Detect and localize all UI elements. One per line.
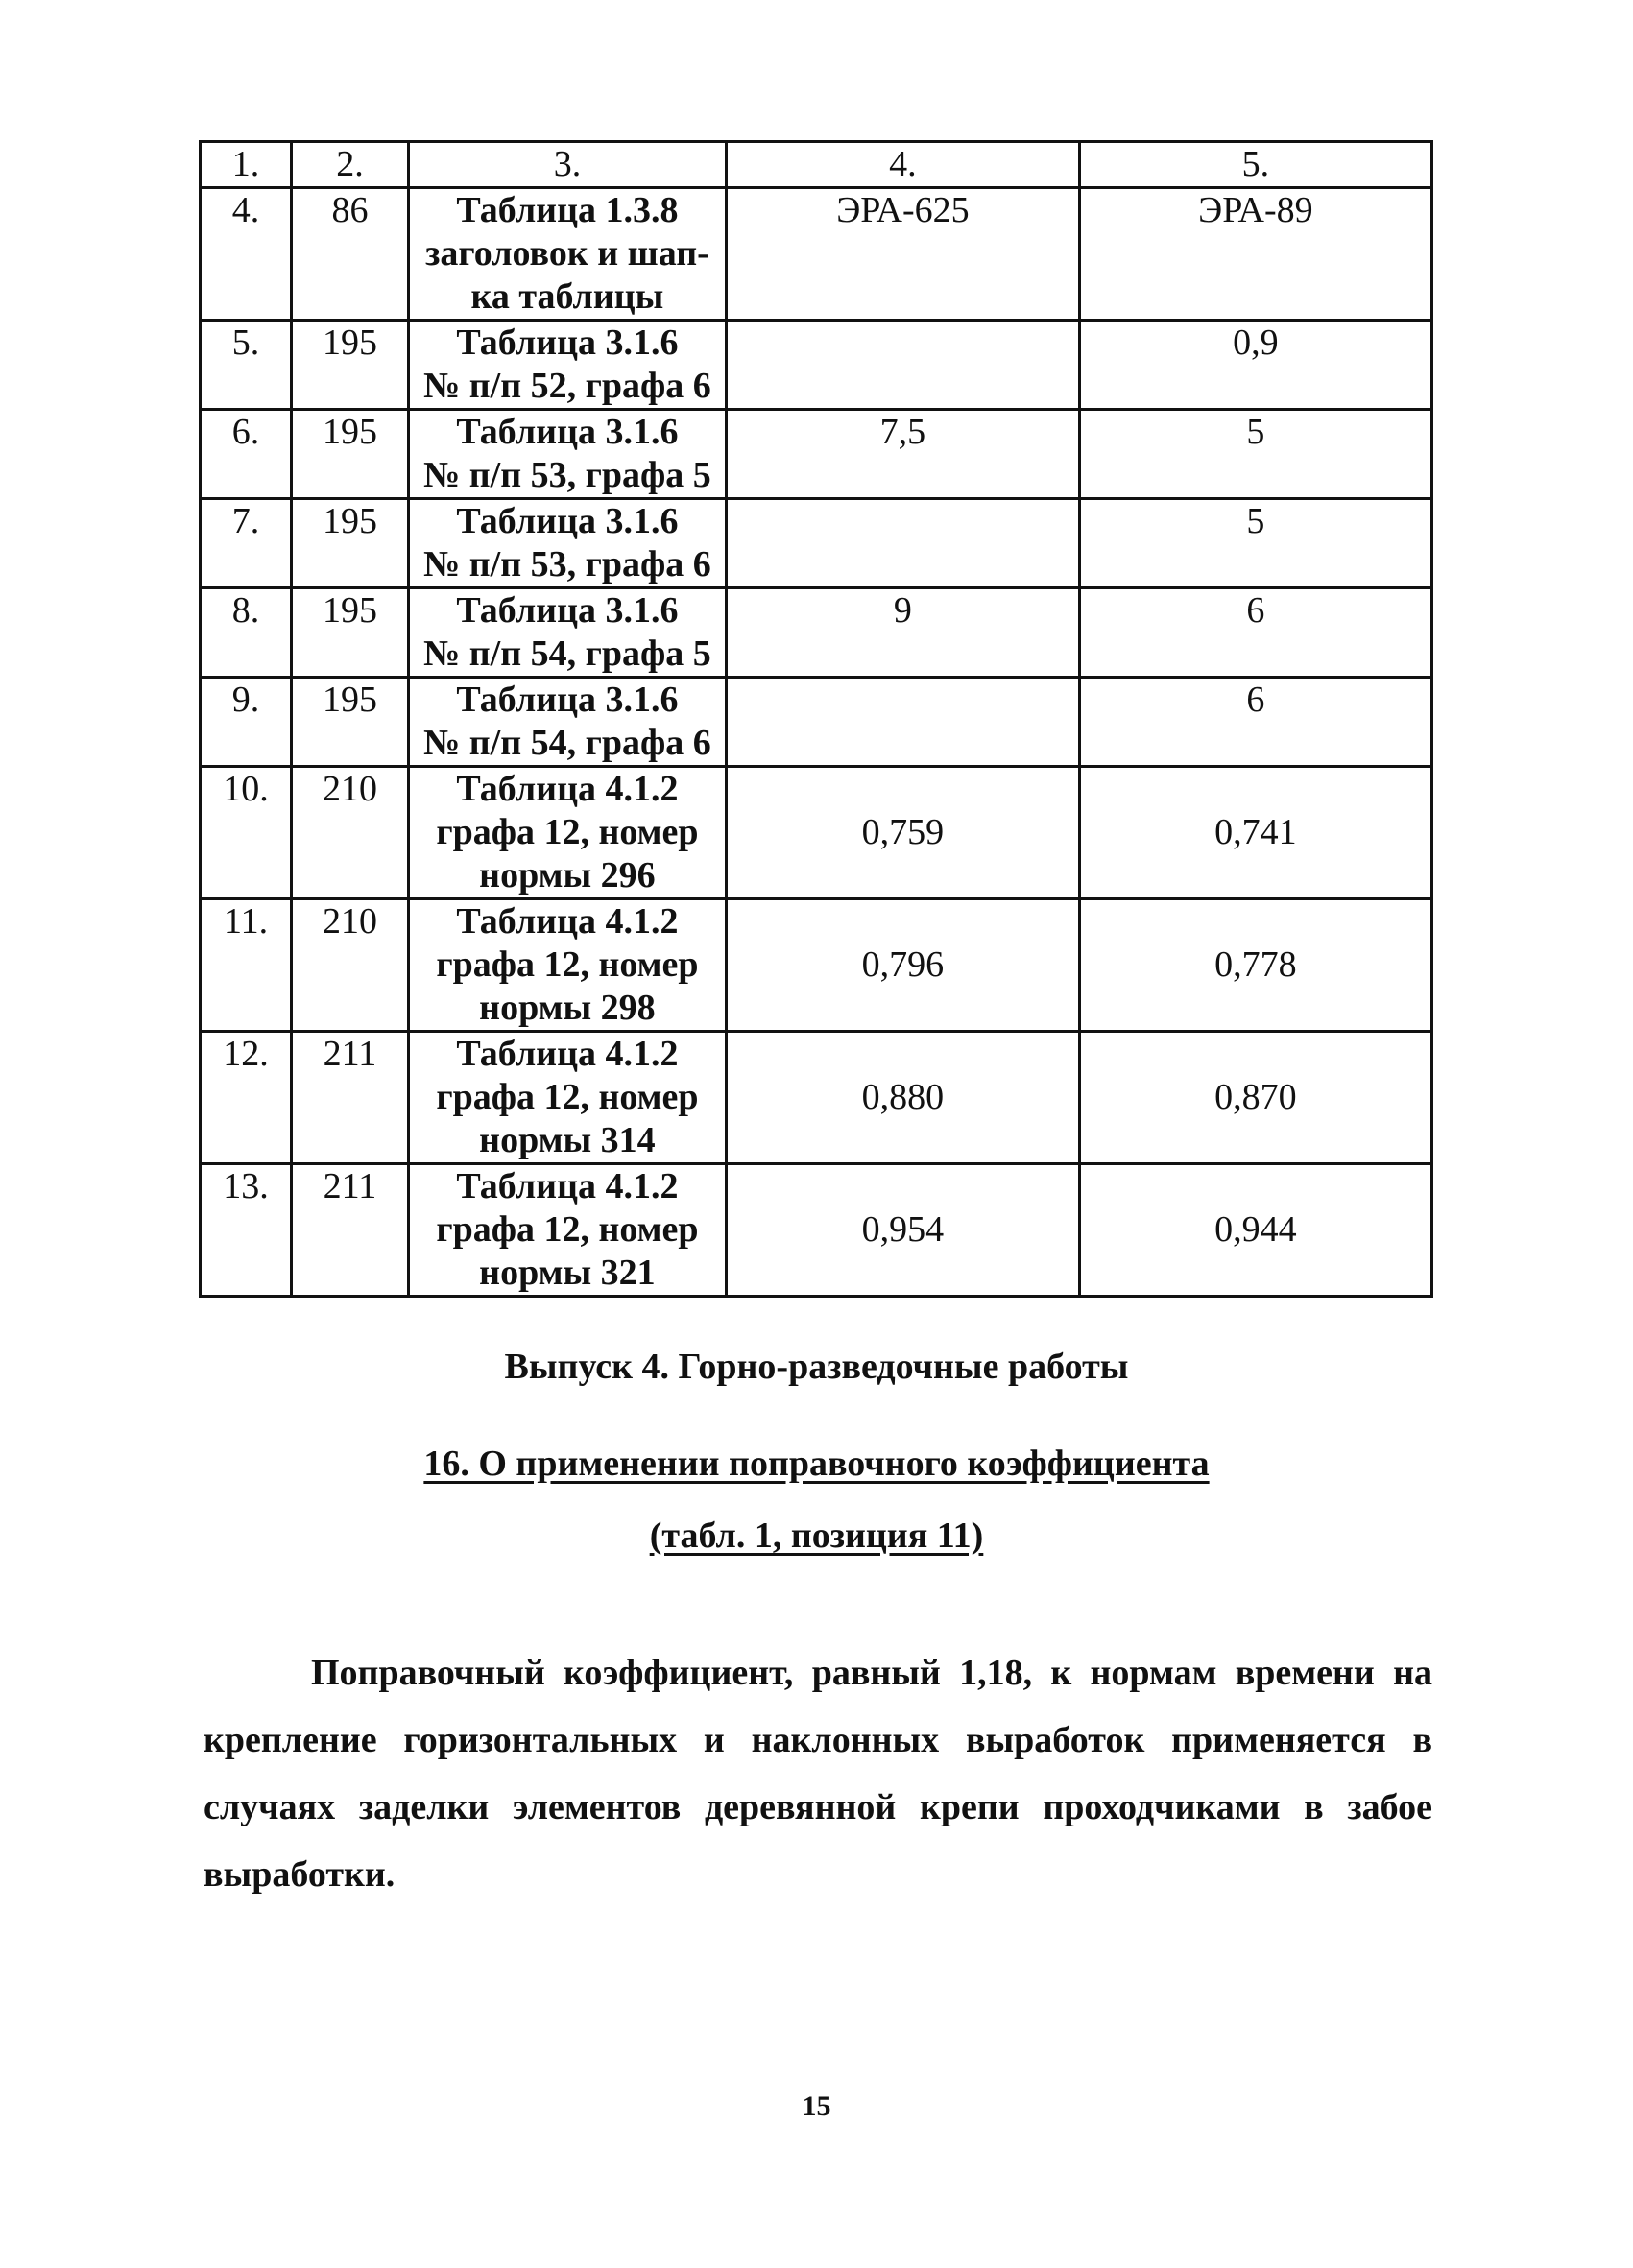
section-title: 16. О применении поправочного коэффициента [423,1444,1210,1484]
row-number-cell: 11. [201,899,292,1032]
new-value-cell: 5 [1079,499,1431,588]
location-cell [408,499,726,588]
location-line: нормы 321 [479,1253,656,1293]
location-cell [408,678,726,767]
new-value-cell: 0,741 [1079,767,1431,899]
location-cell [408,588,726,678]
location-line: Таблица 1.3.8 [456,190,679,230]
location-line: Таблица 3.1.6 [456,501,679,541]
new-value-cell: 0,870 [1079,1032,1431,1164]
section-subtitle: (табл. 1, позиция 11) [649,1516,984,1556]
location-line: Таблица 3.1.6 [456,590,679,631]
new-value-cell: 5 [1079,410,1431,499]
header-cell-col2: 2. [292,142,409,188]
issue-title: Выпуск 4. Горно-разведочные работы [504,1347,1129,1387]
location-line: № п/п 54, графа 5 [423,633,711,674]
new-value-cell: 0,9 [1079,321,1431,410]
location-cell [408,1032,726,1164]
location-line: № п/п 53, графа 5 [423,455,711,495]
old-value-cell: 7,5 [727,410,1080,499]
page-ref-cell: 195 [292,410,409,499]
header-cell-col1: 1. [201,142,292,188]
location-line: нормы 314 [479,1120,656,1160]
old-value-cell: 0,796 [727,899,1080,1032]
location-line: Таблица 3.1.6 [456,322,679,363]
location-cell [408,410,726,499]
old-value-cell: 9 [727,588,1080,678]
location-line: графа 12, номер [436,812,699,852]
errata-table [199,140,1433,1298]
page-ref-cell: 210 [292,899,409,1032]
old-value-cell: ЭРА-625 [727,188,1080,321]
row-number-cell: 12. [201,1032,292,1164]
page-number: 15 [802,2090,831,2122]
location-line: ка таблицы [470,276,664,317]
table-row [201,899,1432,1032]
page-ref-cell: 211 [292,1032,409,1164]
new-value-cell: 6 [1079,678,1431,767]
old-value-cell: 0,954 [727,1164,1080,1297]
row-number-cell: 5. [201,321,292,410]
location-line: нормы 298 [479,988,656,1028]
new-value-cell: ЭРА-89 [1079,188,1431,321]
errata-table-body [201,142,1432,1297]
table-row [201,767,1432,899]
table-row [201,678,1432,767]
header-cell-col3: 3. [408,142,726,188]
page-ref-cell: 195 [292,678,409,767]
row-number-cell: 6. [201,410,292,499]
location-line: графа 12, номер [436,944,699,985]
row-number-cell: 8. [201,588,292,678]
new-value-cell: 0,778 [1079,899,1431,1032]
table-row [201,188,1432,321]
location-cell [408,1164,726,1297]
location-cell [408,899,726,1032]
header-cell-col4: 4. [727,142,1080,188]
location-line: Таблица 3.1.6 [456,412,679,452]
old-value-cell [727,499,1080,588]
page-ref-cell: 195 [292,321,409,410]
location-line: № п/п 54, графа 6 [423,723,711,763]
location-line: графа 12, номер [436,1077,699,1117]
location-cell [408,767,726,899]
page-ref-cell: 211 [292,1164,409,1297]
location-line: графа 12, номер [436,1209,699,1250]
location-line: заголовок и шап- [425,233,709,274]
new-value-cell: 6 [1079,588,1431,678]
old-value-cell [727,321,1080,410]
location-line: № п/п 53, графа 6 [423,544,711,585]
new-value-cell: 0,944 [1079,1164,1431,1297]
table-row [201,1164,1432,1297]
page-ref-cell: 195 [292,588,409,678]
location-line: Таблица 4.1.2 [456,1166,679,1206]
location-cell [408,321,726,410]
row-number-cell: 10. [201,767,292,899]
location-line: нормы 296 [479,855,656,895]
old-value-cell [727,678,1080,767]
table-row [201,588,1432,678]
table-row [201,410,1432,499]
location-cell [408,188,726,321]
old-value-cell: 0,759 [727,767,1080,899]
location-line: Таблица 3.1.6 [456,680,679,720]
row-number-cell: 7. [201,499,292,588]
row-number-cell: 4. [201,188,292,321]
table-row [201,1032,1432,1164]
location-line: Таблица 4.1.2 [456,901,679,942]
page-ref-cell: 86 [292,188,409,321]
body-paragraph: Поправочный коэффициент, равный 1,18, к нормам времени на крепление горизонтальных и наклонных выработок применяется в случаях заделки элементов деревянной крепи проходчиками в забое выработки. [204,1653,1432,1895]
row-number-cell: 9. [201,678,292,767]
page-ref-cell: 195 [292,499,409,588]
table-header-row [201,142,1432,188]
location-line: Таблица 4.1.2 [456,769,679,809]
location-line: № п/п 52, графа 6 [423,366,711,406]
old-value-cell: 0,880 [727,1032,1080,1164]
location-line: Таблица 4.1.2 [456,1034,679,1074]
table-row [201,499,1432,588]
table-row [201,321,1432,410]
row-number-cell: 13. [201,1164,292,1297]
header-cell-col5: 5. [1079,142,1431,188]
page-ref-cell: 210 [292,767,409,899]
